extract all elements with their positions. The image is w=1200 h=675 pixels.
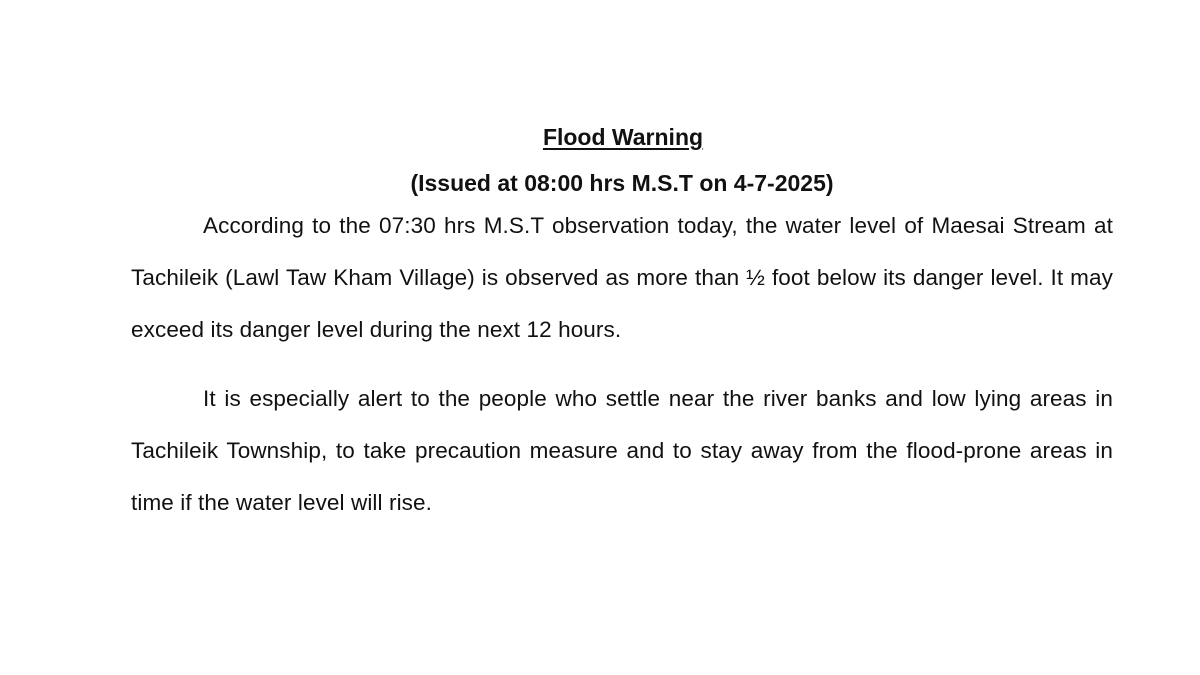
issued-time: (Issued at 08:00 hrs M.S.T on 4-7-2025) <box>410 170 834 196</box>
flood-warning-document <box>131 118 1113 529</box>
paragraph-alert: It is especially alert to the people who settle near the river banks and low lying areas in Tachileik Township, to take precaution measure and to stay away from the flood-prone areas in time if the water level will rise. <box>131 386 1113 515</box>
document-title-text: Flood Warning <box>542 124 704 150</box>
document-title <box>131 118 1113 156</box>
paragraph-observation: According to the 07:30 hrs M.S.T observation today, the water level of Maesai Stream at Tachileik (Lawl Taw Kham Village) is observed as more than ½ foot below its danger level. It may exceed its danger level during the next 12 hours. <box>131 213 1113 342</box>
